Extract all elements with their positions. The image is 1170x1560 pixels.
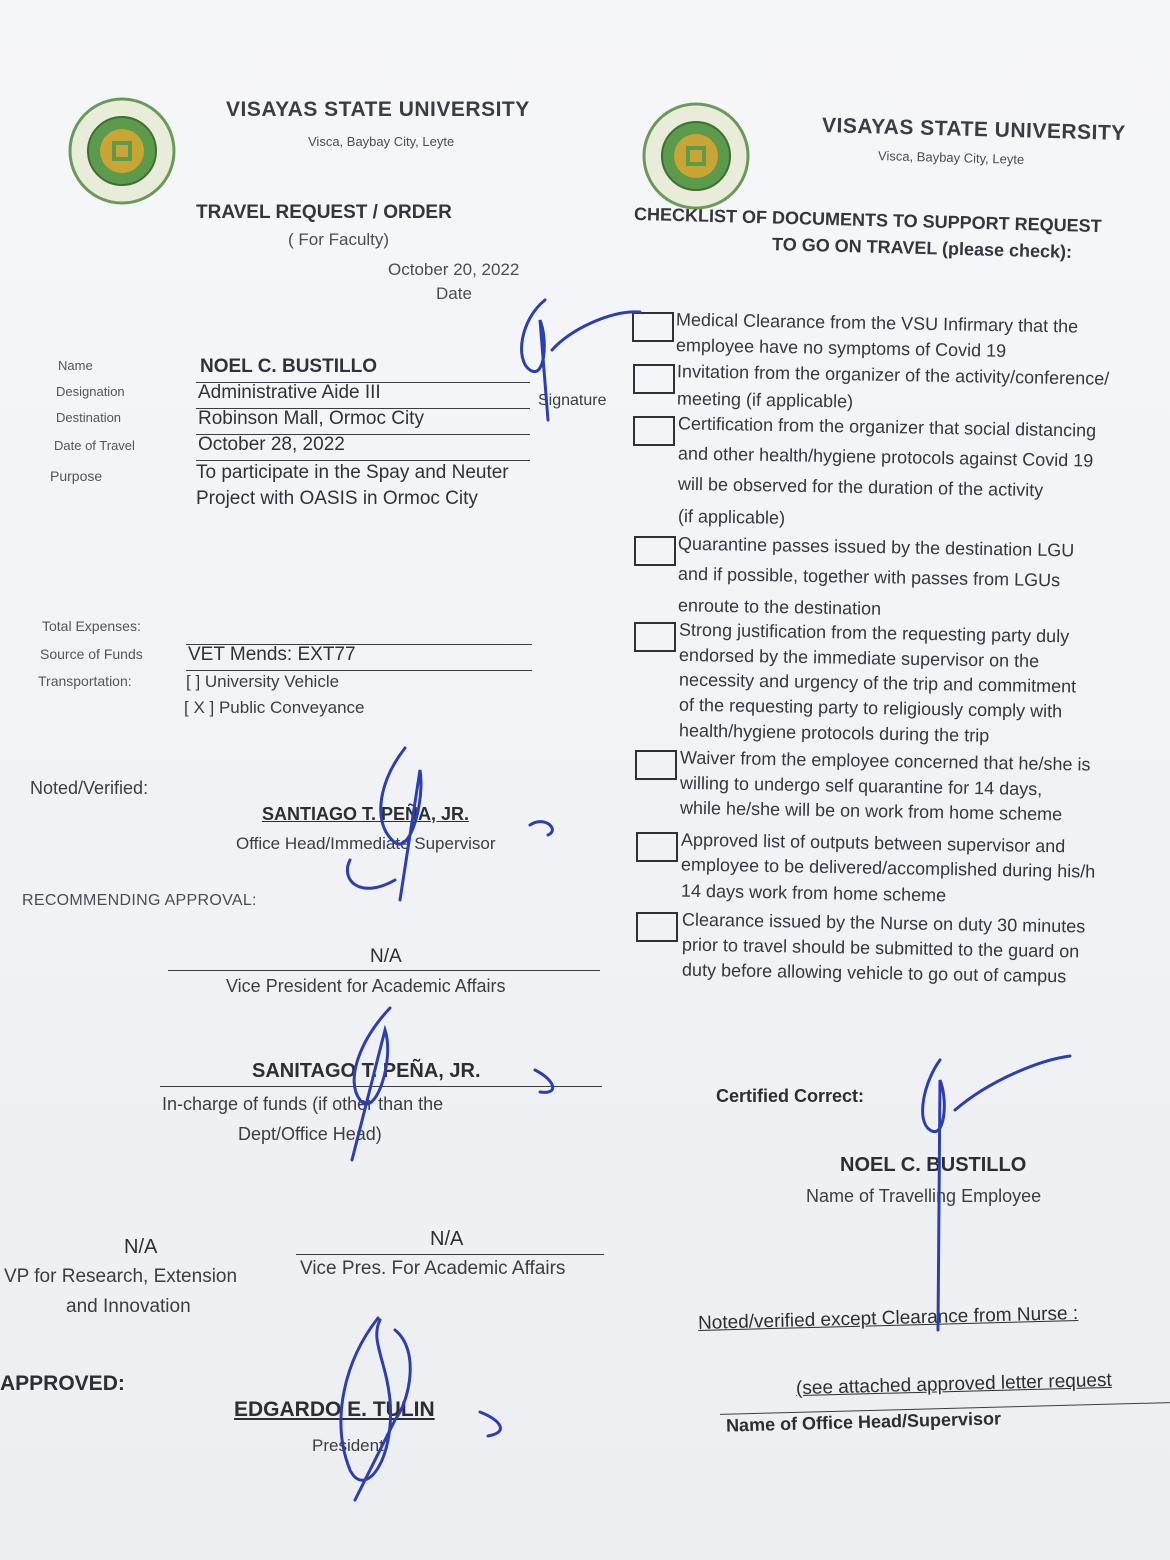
checklist-item-text: Quarantine passes issued by the destination LGU	[678, 533, 1075, 561]
checklist-item-text: Strong justification from the requesting party duly	[679, 619, 1070, 647]
university-address-right: Visca, Baybay City, Leyte	[877, 148, 1025, 167]
signature-applicant	[522, 300, 640, 420]
designation-value: Administrative Aide III	[198, 382, 381, 403]
purpose-label: Purpose	[50, 468, 103, 484]
checklist-item-text: Certification from the organizer that social distancing	[677, 413, 1096, 441]
destination-value: Robinson Mall, Ormoc City	[198, 408, 424, 429]
supervisor-title: Office Head/Immediate Supervisor	[236, 834, 496, 853]
employee-name: NOEL C. BUSTILLO	[840, 1154, 1027, 1176]
public-conveyance-option[interactable]: [ X ] Public Conveyance	[184, 698, 365, 717]
employee-title: Name of Travelling Employee	[806, 1186, 1042, 1206]
noted-except-note: Noted/verified except Clearance from Nurse :	[697, 1303, 1079, 1334]
transportation-label: Transportation:	[38, 673, 132, 689]
checklist-item-text: (if applicable)	[677, 506, 785, 528]
vp2-title: Vice Pres. For Academic Affairs	[300, 1258, 566, 1279]
checklist-title-1: CHECKLIST OF DOCUMENTS TO SUPPORT REQUEST	[633, 203, 1102, 237]
source-funds-value: VET Mends: EXT77	[188, 644, 356, 665]
checklist-item-text: meeting (if applicable)	[676, 388, 854, 412]
checklist-item-text: Clearance issued by the Nurse on duty 30 minutes	[681, 909, 1085, 937]
checklist-item-text: prior to travel should be submitted to the guard on	[681, 934, 1079, 962]
checklist-item-text: employee have no symptoms of Covid 19	[675, 335, 1007, 361]
checklist-item-text: while he/she will be on work from home scheme	[679, 797, 1063, 825]
name-label: Name	[58, 358, 93, 373]
university-name-right: VISAYAS STATE UNIVERSITY	[821, 114, 1127, 145]
designation-label: Designation	[56, 384, 125, 399]
total-expenses-label: Total Expenses:	[42, 618, 141, 634]
recommending-approval-label: RECOMMENDING APPROVAL:	[22, 892, 257, 909]
vpaa-title: Vice President for Academic Affairs	[226, 976, 506, 996]
see-attached-note: (see attached approved letter request	[795, 1369, 1113, 1400]
checklist-item-text: Waiver from the employee concerned that he/she is	[679, 747, 1091, 775]
vp2-value: N/A	[430, 1228, 464, 1250]
checklist-item-text: enroute to the destination	[678, 595, 882, 619]
funds-title-1: In-charge of funds (if other than the	[162, 1094, 444, 1114]
university-vehicle-option[interactable]: [ ] University Vehicle	[186, 672, 340, 691]
university-name-left: VISAYAS STATE UNIVERSITY	[226, 98, 530, 121]
certified-correct-label: Certified Correct:	[716, 1086, 865, 1106]
date-travel-value: October 28, 2022	[198, 434, 345, 455]
checklist-title-2: TO GO ON TRAVEL (please check):	[771, 234, 1073, 262]
purpose-line-2: Project with OASIS in Ormoc City	[196, 488, 478, 509]
checklist-item-text: and other health/hygiene protocols against Covid 19	[677, 443, 1094, 471]
form-title: TRAVEL REQUEST / ORDER	[196, 202, 452, 223]
funds-title-2: Dept/Office Head)	[238, 1124, 382, 1144]
checklist-item-text: Approved list of outputs between supervisor and	[680, 829, 1066, 857]
signature-label: Signature	[538, 392, 607, 409]
purpose-line-1: To participate in the Spay and Neuter	[196, 462, 509, 483]
source-funds-label: Source of Funds	[40, 646, 143, 662]
form-subtitle: ( For Faculty)	[288, 230, 390, 249]
checklist-item-text: health/hygiene protocols during the trip	[679, 720, 990, 746]
name-value: NOEL C. BUSTILLO	[200, 356, 377, 377]
supervisor-name: SANTIAGO T. PEÑA, JR.	[262, 804, 470, 824]
office-head-title: Name of Office Head/Supervisor	[725, 1408, 1002, 1436]
vpre-title-2: and Innovation	[66, 1296, 191, 1317]
signature-supervisor	[347, 748, 552, 900]
signature-funds-incharge	[352, 1008, 553, 1160]
checklist-item-text: and if possible, together with passes from LGUs	[678, 563, 1061, 591]
checklist-item-text: duty before allowing vehicle to go out of campus	[681, 959, 1066, 987]
signature-president	[341, 1318, 500, 1500]
checklist-item-text: willing to undergo self quarantine for 14 days,	[679, 772, 1043, 800]
checklist-item-text: necessity and urgency of the trip and commitment	[679, 669, 1077, 697]
president-title: President	[312, 1436, 384, 1455]
destination-label: Destination	[56, 410, 122, 425]
date-value: October 20, 2022	[388, 260, 520, 279]
date-label: Date	[436, 284, 472, 303]
checklist-item-text: employee to be delivered/accomplished during his/h	[680, 854, 1096, 882]
vpaa-value: N/A	[370, 946, 402, 967]
checklist-item-text: of the requesting party to religiously comply with	[679, 694, 1063, 722]
checklist-item-text: endorsed by the immediate supervisor on the	[679, 644, 1040, 672]
funds-incharge-name: SANITAGO T. PEÑA, JR.	[252, 1060, 481, 1082]
vpre-value: N/A	[124, 1236, 158, 1258]
vpre-title-1: VP for Research, Extension	[4, 1266, 238, 1287]
checklist-item-text: Invitation from the organizer of the activity/conference/	[676, 361, 1110, 389]
checklist-item-text: will be observed for the duration of the activity	[677, 473, 1043, 501]
checklist-item-text: 14 days work from home scheme	[680, 880, 947, 906]
checklist-item-text: Medical Clearance from the VSU Infirmary that the	[675, 309, 1079, 337]
president-name: EDGARDO E. TULIN	[234, 1398, 435, 1421]
university-address-left: Visca, Baybay City, Leyte	[308, 134, 455, 149]
date-travel-label: Date of Travel	[54, 438, 135, 453]
signature-employee	[923, 1056, 1070, 1330]
approved-label: APPROVED:	[0, 1372, 125, 1395]
noted-verified-label: Noted/Verified:	[30, 778, 149, 798]
